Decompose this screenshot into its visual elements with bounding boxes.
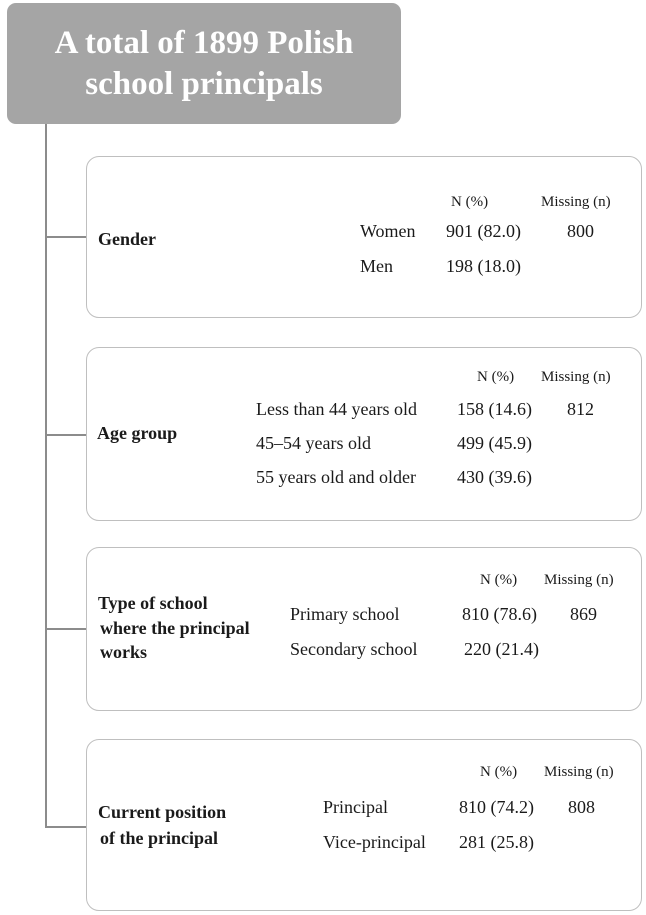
connector-trunk [45, 124, 47, 827]
row-label: Less than 44 years old [256, 399, 417, 419]
category-label: of the principal [100, 828, 219, 848]
panel-age-group [86, 347, 642, 521]
row-label: Vice-principal [323, 832, 426, 852]
category-label: Current position [98, 802, 227, 822]
column-header-missing: Missing (n) [541, 194, 611, 210]
column-header-n: N (%) [477, 369, 515, 385]
missing-value: 800 [567, 221, 594, 241]
panel-gender [86, 156, 642, 318]
row-value: 281 (25.8) [459, 832, 534, 852]
title-box [7, 3, 401, 124]
row-label: Women [360, 221, 416, 241]
title-line-2: school principals [85, 65, 323, 102]
column-header-n: N (%) [480, 572, 518, 588]
row-value: 901 (82.0) [446, 221, 521, 241]
panel-school-type [86, 547, 642, 711]
connector-branch-gender [45, 236, 86, 238]
column-header-missing: Missing (n) [541, 369, 611, 385]
row-value: 158 (14.6) [457, 399, 532, 419]
row-label: 55 years old and older [256, 467, 416, 487]
connector-branch-school [45, 628, 86, 630]
column-header-n: N (%) [480, 764, 518, 780]
row-value: 810 (74.2) [459, 797, 534, 817]
panel-current-position [86, 739, 642, 911]
missing-value: 808 [568, 797, 595, 817]
row-label: Secondary school [290, 639, 418, 659]
row-value: 220 (21.4) [464, 639, 539, 659]
connector-branch-position [45, 826, 86, 828]
row-label: Principal [323, 797, 388, 817]
category-label: Gender [98, 229, 156, 249]
row-label: Men [360, 256, 393, 276]
missing-value: 812 [567, 399, 594, 419]
row-label: 45–54 years old [256, 433, 371, 453]
row-value: 430 (39.6) [457, 467, 532, 487]
column-header-missing: Missing (n) [544, 572, 614, 588]
row-value: 198 (18.0) [446, 256, 521, 276]
category-label: works [100, 642, 148, 662]
row-label: Primary school [290, 604, 400, 624]
column-header-missing: Missing (n) [544, 764, 614, 780]
connector-branch-age [45, 434, 86, 436]
column-header-n: N (%) [451, 194, 489, 210]
missing-value: 869 [570, 604, 597, 624]
category-label: Age group [97, 423, 178, 443]
category-label: Type of school [98, 593, 208, 613]
row-value: 810 (78.6) [462, 604, 537, 624]
category-label: where the principal [100, 618, 250, 638]
title-line-1: A total of 1899 Polish [54, 24, 354, 61]
row-value: 499 (45.9) [457, 433, 532, 453]
